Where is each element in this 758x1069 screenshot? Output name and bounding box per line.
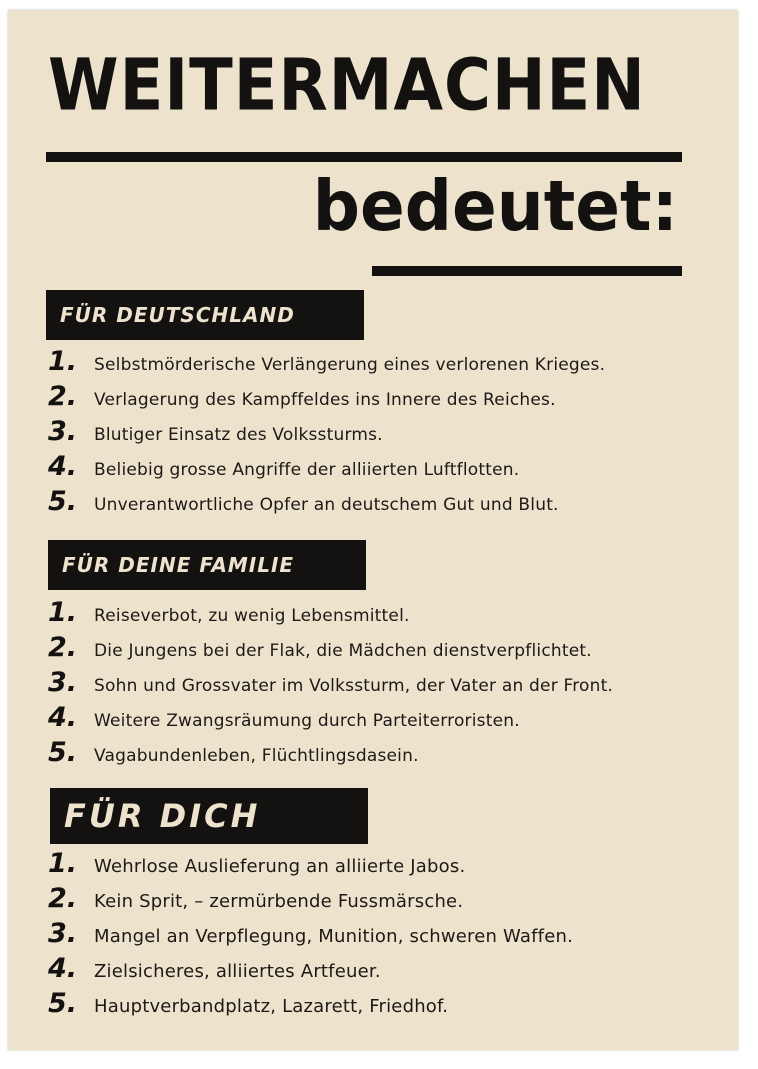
item-number: 4. [48, 702, 78, 733]
item-number: 2. [48, 632, 78, 663]
item-text: Verlagerung des Kampffeldes ins Innere des Reiches. [94, 390, 556, 410]
list-item [48, 451, 605, 486]
item-text: Weitere Zwangsräumung durch Parteiterroristen. [94, 711, 520, 731]
list-item [48, 848, 573, 883]
section-heading-familie: FÜR DEINE FAMILIE [48, 540, 366, 590]
item-number: 2. [48, 883, 78, 914]
list-item [48, 988, 573, 1023]
item-number: 5. [48, 988, 78, 1019]
item-text: Vagabundenleben, Flüchtlingsdasein. [94, 746, 419, 766]
item-number: 2. [48, 381, 78, 412]
item-text: Reiseverbot, zu wenig Lebensmittel. [94, 606, 410, 626]
item-text: Kein Sprit, – zermürbende Fussmärsche. [94, 891, 464, 912]
item-text: Selbstmörderische Verlängerung eines verlorenen Krieges. [94, 355, 606, 375]
item-text: Die Jungens bei der Flak, die Mädchen dienstverpflichtet. [94, 641, 592, 661]
item-text: Hauptverbandplatz, Lazarett, Friedhof. [94, 996, 449, 1017]
item-text: Mangel an Verpflegung, Munition, schweren Waffen. [94, 926, 574, 947]
item-text: Zielsicheres, alliiertes Artfeuer. [94, 961, 381, 982]
item-number: 4. [48, 953, 78, 984]
list-item [48, 632, 613, 667]
headline: WEITERMACHEN [48, 44, 646, 128]
item-number: 5. [48, 737, 78, 768]
item-text: Sohn und Grossvater im Volkssturm, der Vater an der Front. [94, 676, 614, 696]
headline-rule [46, 152, 682, 162]
subheadline-rule [372, 266, 682, 276]
list-dich [48, 848, 573, 1023]
list-item [48, 486, 605, 521]
item-number: 1. [48, 848, 78, 879]
list-deutschland [48, 346, 605, 521]
item-text: Unverantwortliche Opfer an deutschem Gut und Blut. [94, 495, 559, 515]
list-item [48, 953, 573, 988]
section-heading-dich: FÜR DICH [50, 788, 368, 844]
list-item [48, 702, 613, 737]
item-number: 5. [48, 486, 78, 517]
item-text: Wehrlose Auslieferung an alliierte Jabos. [94, 856, 466, 877]
section-heading-deutschland: FÜR DEUTSCHLAND [46, 290, 364, 340]
list-item [48, 883, 573, 918]
item-text: Blutiger Einsatz des Volkssturms. [94, 425, 383, 445]
item-number: 3. [48, 918, 78, 949]
item-number: 1. [48, 346, 78, 377]
list-item [48, 667, 613, 702]
list-item [48, 597, 613, 632]
item-number: 3. [48, 667, 78, 698]
list-item [48, 346, 605, 381]
list-familie [48, 597, 613, 772]
list-item [48, 918, 573, 953]
item-number: 4. [48, 451, 78, 482]
list-item [48, 737, 613, 772]
subheadline: bedeutet: [312, 165, 678, 247]
list-item [48, 381, 605, 416]
item-number: 1. [48, 597, 78, 628]
list-item [48, 416, 605, 451]
item-text: Beliebig grosse Angriffe der alliierten Luftflotten. [94, 460, 520, 480]
item-number: 3. [48, 416, 78, 447]
